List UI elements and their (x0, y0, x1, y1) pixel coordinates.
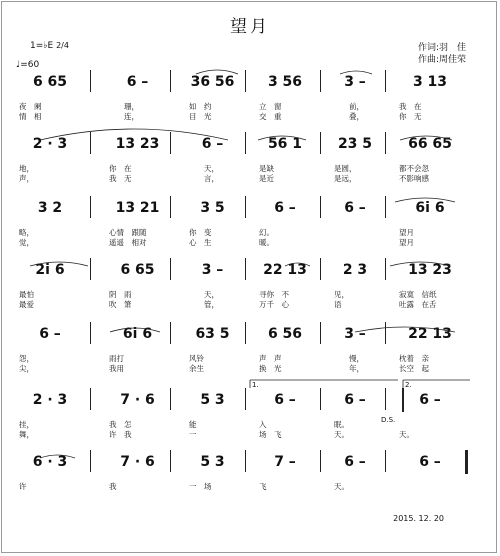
bar-line (90, 196, 91, 218)
lyric-text: 觉， (19, 238, 34, 247)
notes-row (0, 392, 500, 412)
song-title: 望月 (230, 17, 270, 37)
dal-segno: D.S. (381, 416, 396, 424)
lyric-text: 尖， (19, 364, 34, 373)
bar-line (90, 70, 91, 92)
lyrics-row (0, 289, 500, 313)
measure: 6 – (274, 200, 296, 216)
lyric-text: 眠。 (334, 420, 349, 429)
composer: 作曲:周佳荣 (417, 55, 466, 65)
lyric-text: 是近 (259, 174, 274, 183)
measure: 3 5 (200, 200, 225, 216)
bar-line (385, 70, 386, 92)
measure: 6i 6 (415, 200, 445, 216)
lyrics-row (0, 227, 500, 251)
bar-line (90, 258, 91, 280)
lyric-text: 不影响感 (399, 174, 429, 183)
lyric-text: 珊， (109, 102, 139, 111)
lyric-text: 如 约 (189, 102, 212, 111)
volta-two: 2. (405, 381, 412, 389)
measure: 6 65 (120, 262, 155, 278)
measure: 6 · 3 (32, 454, 68, 470)
lyric-text: 能 (189, 420, 212, 429)
lyric-text: 语 (334, 300, 342, 309)
measure: 7 · 6 (120, 454, 155, 470)
bar-line (245, 322, 246, 344)
lyrics-row (0, 481, 500, 505)
lyric-text: 吹 箫 (109, 300, 132, 309)
bar-line (320, 132, 321, 154)
lyric-text: 遥遥 相对 (109, 238, 147, 247)
measure: 6 – (344, 392, 366, 408)
bar-line (245, 70, 246, 92)
lyric-text: 情 相 (19, 112, 42, 121)
measure: 3 13 (412, 74, 448, 90)
notes-row (0, 136, 500, 156)
lyric-text: 最怕 (19, 290, 34, 299)
lyric-text: 管， (189, 300, 219, 309)
lyric-text: 挂， (19, 420, 34, 429)
key-signature (30, 40, 69, 52)
lyrics-row (0, 353, 500, 377)
bar-line (90, 388, 91, 410)
lyric-text: 你 无 (399, 112, 422, 121)
measure: 6i 6 (122, 326, 153, 342)
lyric-text: 暖。 (259, 238, 274, 247)
bar-line (320, 258, 321, 280)
lyric-text: 你 变 (189, 228, 212, 237)
measure: 13 21 (115, 200, 160, 216)
bar-line (90, 322, 91, 344)
bar-line (385, 258, 386, 280)
lyric-text: 连， (109, 112, 139, 121)
lyric-text: 许 我 (109, 430, 132, 439)
measure: 13 23 (408, 262, 452, 278)
lyric-text: 略， (19, 228, 34, 237)
lyric-text: 是圆， (334, 164, 357, 173)
bar-line (245, 132, 246, 154)
lyric-text: 余生 (189, 364, 204, 373)
lyric-text: 最爱 (19, 300, 34, 309)
bar-line (170, 450, 171, 472)
measure: 2 · 3 (32, 136, 68, 152)
measure: 6 65 (32, 74, 68, 90)
lyric-text: 我 (109, 482, 117, 491)
bar-line (385, 450, 386, 472)
bar-line (245, 258, 246, 280)
measure: 2i 6 (35, 262, 65, 278)
measure: 3 – (344, 74, 366, 90)
lyric-text: 前， (334, 102, 364, 111)
lyric-text: 是远， (334, 174, 357, 183)
lyric-text: 长空 起 (399, 364, 429, 373)
lyric-text: 天， (189, 290, 219, 299)
lyric-text: 雨打 (109, 354, 124, 363)
measure: 23 5 (337, 136, 373, 152)
lyricist: 作词:羽 佳 (417, 43, 466, 53)
time-signature: 2/4 (56, 41, 69, 50)
bar-line (90, 132, 91, 154)
lyric-text: 望月 (399, 228, 414, 237)
bar-line (385, 322, 386, 344)
measure: 3 – (201, 262, 224, 278)
bar-line (170, 70, 171, 92)
measure: 6 – (126, 74, 149, 90)
lyric-text: 许 (19, 482, 27, 491)
measure: 5 3 (200, 454, 225, 470)
bar-line (385, 196, 386, 218)
notes-row (0, 262, 500, 282)
repeat-bar (402, 388, 404, 412)
notes-row (0, 454, 500, 474)
lyric-text: 声， (19, 174, 34, 183)
measure: 2 3 (342, 262, 368, 278)
lyric-text: 目 光 (189, 112, 212, 121)
lyric-text: 交 重 (259, 112, 282, 121)
volta-one: 1. (252, 381, 259, 389)
lyric-text: 言， (189, 174, 219, 183)
bar-line (245, 196, 246, 218)
bar-line (170, 132, 171, 154)
lyric-text: 立 窗 (259, 102, 282, 111)
key-text: 1=♭E (30, 41, 54, 51)
measure: 3 – (344, 326, 366, 342)
lyric-text: 我用 (109, 364, 124, 373)
measure: 6 – (344, 454, 366, 470)
bar-line (320, 70, 321, 92)
measure: 6 – (274, 392, 296, 408)
lyric-text: 叠， (334, 112, 364, 121)
lyric-text: 夜 阑 (19, 102, 42, 111)
bar-line (385, 132, 386, 154)
measure: 6 – (344, 200, 366, 216)
lyric-text: 都不会忽 (399, 164, 429, 173)
lyric-text: 风铃 (189, 354, 204, 363)
measure: 6 – (201, 136, 224, 152)
bar-line (245, 388, 246, 410)
measure: 6 56 (267, 326, 303, 342)
measure: 13 23 (115, 136, 160, 152)
lyric-text: 换 光 (259, 364, 282, 373)
bar-line (170, 322, 171, 344)
date: 2015. 12. 20 (393, 514, 444, 523)
lyric-text: 一 场 (189, 482, 212, 491)
measure: 6 – (419, 454, 441, 470)
measure: 6 – (39, 326, 61, 342)
measure: 7 · 6 (120, 392, 155, 408)
measure: 5 3 (200, 392, 225, 408)
lyric-text: 天。 (334, 482, 349, 491)
lyric-text: 声 声 (259, 354, 282, 363)
lyric-text: 阴 雨 (109, 290, 132, 299)
bar-line (320, 322, 321, 344)
lyric-text: 寻你 不 (259, 290, 289, 299)
lyric-text: 吐露 在舌 (399, 300, 437, 309)
lyric-text: 我 在 (399, 102, 422, 111)
lyric-text: 幻。 (259, 228, 274, 237)
credits (418, 42, 466, 66)
tempo-mark: ♩=60 (16, 60, 40, 70)
lyric-text: 万千 心 (259, 300, 289, 309)
measure: 66 65 (408, 136, 452, 152)
measure: 36 56 (190, 74, 235, 90)
lyrics-row (0, 419, 500, 443)
lyric-text: 怨， (19, 354, 34, 363)
bar-line (170, 388, 171, 410)
measure: 22 13 (408, 326, 452, 342)
lyric-text: 飞 (259, 482, 267, 491)
bar-line (90, 450, 91, 472)
lyric-text: 天。 (399, 430, 414, 439)
lyric-text: 寂寞 信纸 (399, 290, 437, 299)
lyric-text: 天， (189, 164, 219, 173)
bar-line (320, 388, 321, 410)
measure: 2 · 3 (32, 392, 68, 408)
bar-line (170, 258, 171, 280)
lyric-text: 见， (334, 290, 349, 299)
notes-row (0, 74, 500, 94)
lyric-text: 心 生 (189, 238, 212, 247)
notes-row (0, 200, 500, 220)
lyric-text: 望月 (399, 238, 414, 247)
measure: 63 5 (195, 326, 230, 342)
measure: 3 2 (37, 200, 63, 216)
lyric-text: 我 无 (109, 174, 132, 183)
measure: 3 56 (267, 74, 303, 90)
bar-line (385, 388, 386, 410)
lyric-text: 舞， (19, 430, 34, 439)
lyric-text: 天。 (334, 430, 349, 439)
lyric-text: 地， (19, 164, 34, 173)
lyric-text: 是缺 (259, 164, 274, 173)
measure: 56 1 (267, 136, 303, 152)
lyrics-row (0, 101, 500, 125)
lyric-text: 我 怎 (109, 420, 132, 429)
bar-line (170, 196, 171, 218)
lyric-text: 场 飞 (259, 430, 282, 439)
lyric-text: 年， (334, 364, 364, 373)
measure: 6 – (419, 392, 441, 408)
notes-row (0, 326, 500, 346)
lyric-text: 慢， (334, 354, 364, 363)
lyric-text: 一 (189, 430, 212, 439)
bar-line (245, 450, 246, 472)
measure: 22 13 (263, 262, 307, 278)
lyrics-row (0, 163, 500, 187)
lyric-text: 入 (259, 420, 274, 429)
final-bar (465, 450, 468, 474)
measure: 7 – (274, 454, 296, 470)
bar-line (320, 450, 321, 472)
lyric-text: 枕着 亲 (399, 354, 429, 363)
lyric-text: 你 在 (109, 164, 132, 173)
lyric-text: 心情 跟随 (109, 228, 147, 237)
bar-line (320, 196, 321, 218)
